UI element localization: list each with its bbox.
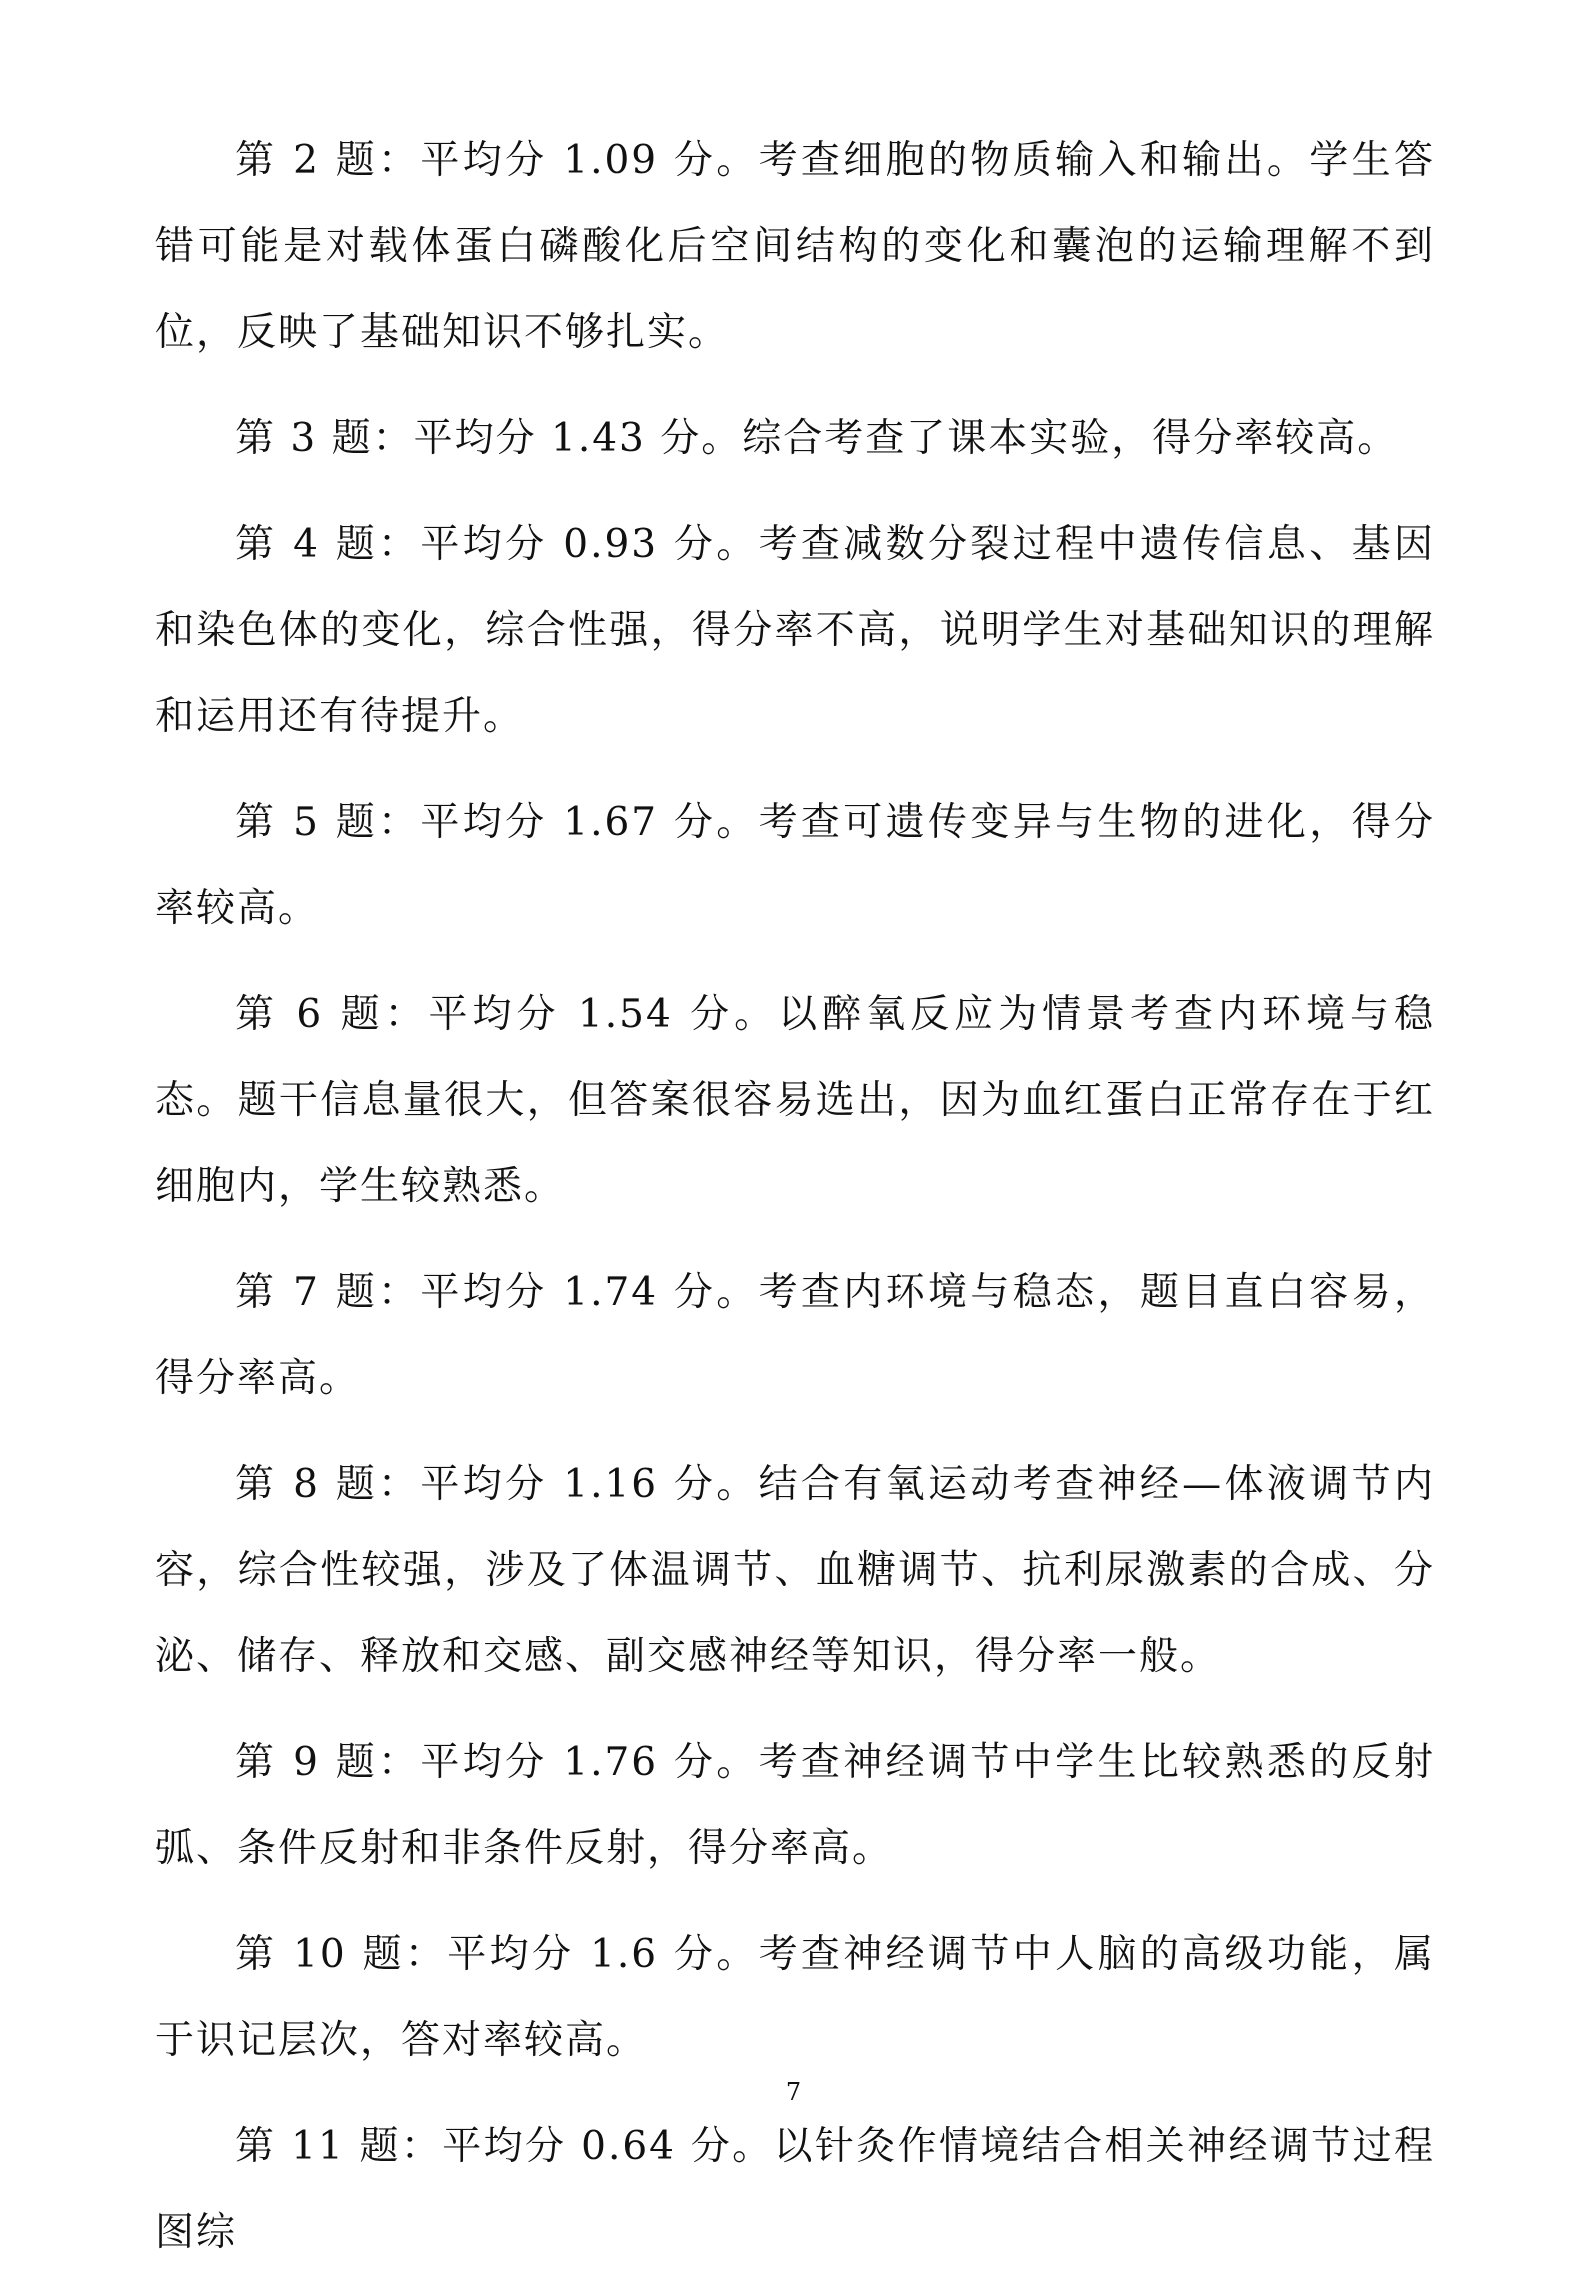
paragraph-q10: 第 10 题：平均分 1.6 分。考查神经调节中人脑的高级功能，属于识记层次，答对率较高。 bbox=[155, 1932, 1435, 2063]
paragraph-q11: 第 11 题：平均分 0.64 分。以针灸作情境结合相关神经调节过程图综 bbox=[155, 2124, 1435, 2255]
paragraph-q5: 第 5 题：平均分 1.67 分。考查可遗传变异与生物的进化，得分率较高。 bbox=[155, 800, 1435, 931]
paragraph-q2: 第 2 题：平均分 1.09 分。考查细胞的物质输入和输出。学生答错可能是对载体蛋白磷酸化后空间结构的变化和囊泡的运输理解不到位，反映了基础知识不够扎实。 bbox=[155, 138, 1435, 355]
page-content bbox=[155, 118, 1435, 2296]
page-number: 7 bbox=[785, 2078, 802, 2106]
paragraph-q3: 第 3 题：平均分 1.43 分。综合考查了课本实验，得分率较高。 bbox=[235, 416, 1399, 461]
paragraph-q9: 第 9 题：平均分 1.76 分。考查神经调节中学生比较熟悉的反射弧、条件反射和非条件反射，得分率高。 bbox=[155, 1740, 1435, 1871]
paragraph-q6: 第 6 题：平均分 1.54 分。以醉氧反应为情景考查内环境与稳态。题干信息量很大，但答案很容易选出，因为血红蛋白正常存在于红细胞内，学生较熟悉。 bbox=[155, 992, 1435, 1209]
paragraph-q7: 第 7 题：平均分 1.74 分。考查内环境与稳态，题目直白容易，得分率高。 bbox=[155, 1270, 1435, 1401]
paragraph-q8: 第 8 题：平均分 1.16 分。结合有氧运动考查神经—体液调节内容，综合性较强，涉及了体温调节、血糖调节、抗利尿激素的合成、分泌、储存、释放和交感、副交感神经等知识，得分率一般。 bbox=[155, 1462, 1435, 1679]
paragraph-q4: 第 4 题：平均分 0.93 分。考查减数分裂过程中遗传信息、基因和染色体的变化，综合性强，得分率不高，说明学生对基础知识的理解和运用还有待提升。 bbox=[155, 522, 1435, 739]
